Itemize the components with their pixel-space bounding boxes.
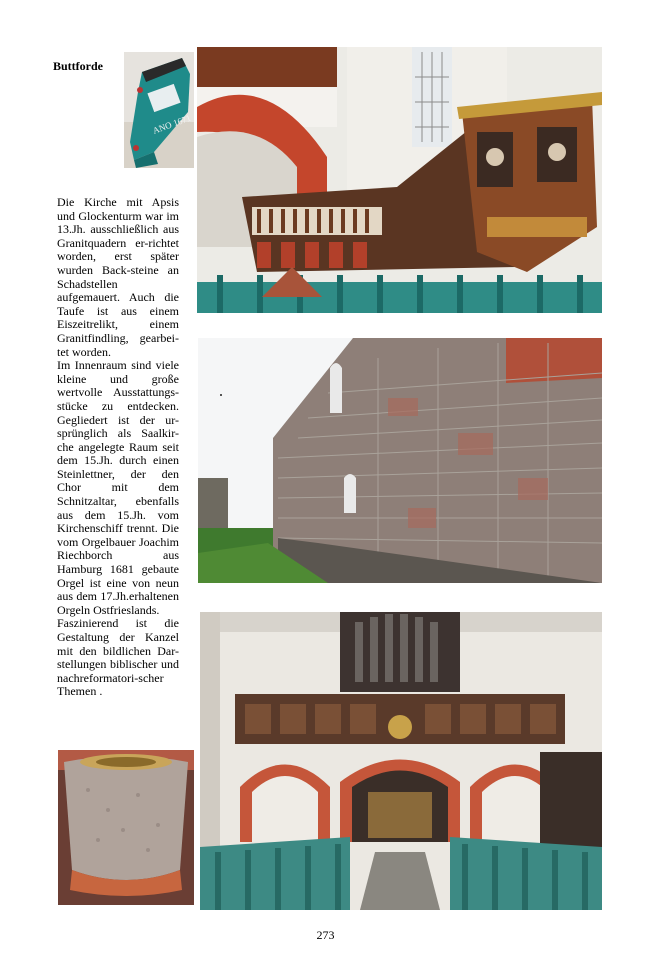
photo-granite-font bbox=[58, 750, 194, 905]
photo-nave-interior bbox=[200, 612, 602, 910]
page-number: 273 bbox=[316, 928, 335, 942]
paragraph-1: Die Kirche mit Apsis und Glockenturm war im 13.Jh. ausschließlich aus Granitquadern er-richtet worden, erst später wurden Back-steine an Schadstellen aufgemauert. Auch die Taufe ist aus einem Eiszeitrelikt, einem Granitfindling, gearbei-tet worden. bbox=[57, 195, 179, 359]
paragraph-2: Im Innenraum sind viele kleine und große wertvolle Ausstattungs-stücke zu entdecken. Gegliedert ist der ur-sprünglich als Saalkir-che angelegte Raum seit dem 15.Jh. durch einen Steinlettner, der den Chor mit dem Schnitzaltar, ebenfalls aus dem 15.Jh. vom Kirchenschiff trennt. Die vom Orgelbauer Joachim Riechborch aus Hamburg 1681 gebaute Orgel ist eine von neun aus dem 17.Jh.erhaltenen Orgeln Ostfrieslands. bbox=[57, 358, 179, 617]
page-title: Buttforde bbox=[53, 59, 103, 73]
stray-dot bbox=[220, 394, 222, 396]
photo-pulpit-interior bbox=[197, 47, 602, 313]
body-text bbox=[57, 196, 179, 699]
photo-exterior-wall bbox=[198, 338, 602, 583]
panel-inscription: ANO 1671 bbox=[151, 112, 193, 136]
photo-carved-panel bbox=[124, 52, 194, 168]
paragraph-3: Faszinierend ist die Gestaltung der Kanzel mit den bildlichen Dar-stellungen biblischer und nachreformatori-scher Themen . bbox=[57, 616, 179, 699]
